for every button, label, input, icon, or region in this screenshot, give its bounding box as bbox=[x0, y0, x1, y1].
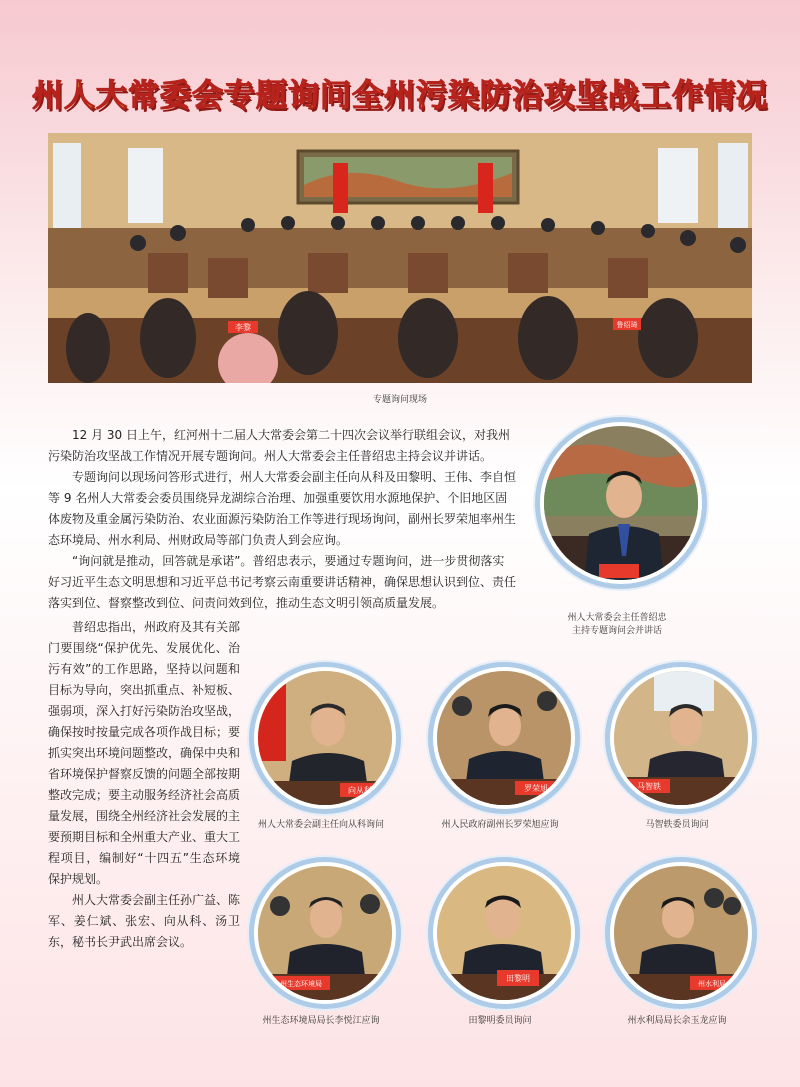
paragraph: 州人大常委会副主任孙广益、陈军、姜仁斌、张宏、向从科、汤卫东，秘书长尹武出席会议。 bbox=[48, 893, 241, 949]
paragraph: 普绍忠指出，州政府及其有关部门要围绕“保护优先、发展优化、治污有效”的工作思路，坚持以问题和目标为导向，突出抓重点、补短板、强弱项，深入打好污染防治攻坚战，确保按时按量完成各项作战目标；要抓实突出环境问题整改，确保中央和省环境保护督察反馈的问题全部按期整改完成；要主动服务经济社会高质量发展，围绕全州经济社会发展的主要预期目标和全州重大产业、重大工程项目，编制好“十四五”生态环境保护规划。 bbox=[48, 620, 241, 886]
nameplate-text: 鲁绍琦 bbox=[616, 321, 638, 329]
meeting-photo bbox=[48, 133, 752, 383]
main-photo-caption: 专题询问现场 bbox=[372, 395, 427, 405]
portrait-caption: 州人民政府副州长罗荣旭应询 bbox=[441, 820, 559, 830]
article-body-bottom bbox=[48, 617, 240, 953]
portrait-caption: 州水利局局长余玉龙应询 bbox=[627, 1016, 727, 1026]
portrait-caption: 马智轶委员询问 bbox=[645, 820, 709, 830]
nameplate-text: 向从科 bbox=[348, 786, 372, 795]
page-title: 州人大常委会专题询问全州污染防治攻坚战工作情况 bbox=[32, 78, 768, 114]
portrait-caption: 州人大常委会主任普绍忠 主持专题询问会并讲话 bbox=[567, 613, 667, 636]
nameplate-text: 田黎明 bbox=[506, 974, 530, 983]
paragraph: 12 月 30 日上午，红河州十二届人大常委会第二十四次会议举行联组会议，对我州污染防治攻坚战工作情况开展专题询问。州人大常委会主任普绍忠主持会议并讲话。 bbox=[48, 428, 510, 463]
article-body-top bbox=[48, 425, 516, 614]
portrait-photo bbox=[610, 862, 752, 1004]
portrait-photo bbox=[254, 667, 396, 809]
nameplate-text: 李黎 bbox=[235, 323, 251, 332]
portrait-photo bbox=[433, 667, 575, 809]
portrait-photo bbox=[433, 862, 575, 1004]
portrait-photo bbox=[254, 862, 396, 1004]
nameplate-text: 罗荣旭 bbox=[524, 784, 548, 793]
portrait-caption: 州人大常委会副主任向从科询问 bbox=[257, 820, 384, 830]
portrait-caption: 州生态环境局局长李悦江应询 bbox=[262, 1016, 380, 1026]
nameplate-text: 州水利局 bbox=[698, 980, 726, 988]
nameplate-text: 州生态环境局 bbox=[280, 980, 322, 988]
portrait-photo bbox=[610, 667, 752, 809]
chairman-portrait bbox=[540, 422, 702, 584]
paragraph: 专题询问以现场问答形式进行，州人大常委会副主任向从科及田黎明、王伟、李自恒等 9 名州人大常委会委员围绕异龙湖综合治理、加强重要饮用水源地保护、个旧地区固体废物及重金属污染防治、农业面源污染防治工作等进行现场询问，副州长罗荣旭率州生态环境局、州水利局、州财政局等部门负责人到会应询。 bbox=[48, 470, 517, 547]
paragraph: “询问就是推动，回答就是承诺”。普绍忠表示，要通过专题询问，进一步贯彻落实好习近平生态文明思想和习近平总书记考察云南重要讲话精神，确保思想认识到位、责任落实到位、督察整改到位、问责问效到位，推动生态文明引领高质量发展。 bbox=[48, 554, 517, 610]
portrait-caption: 田黎明委员询问 bbox=[468, 1016, 532, 1026]
nameplate-text: 马智轶 bbox=[637, 782, 661, 791]
